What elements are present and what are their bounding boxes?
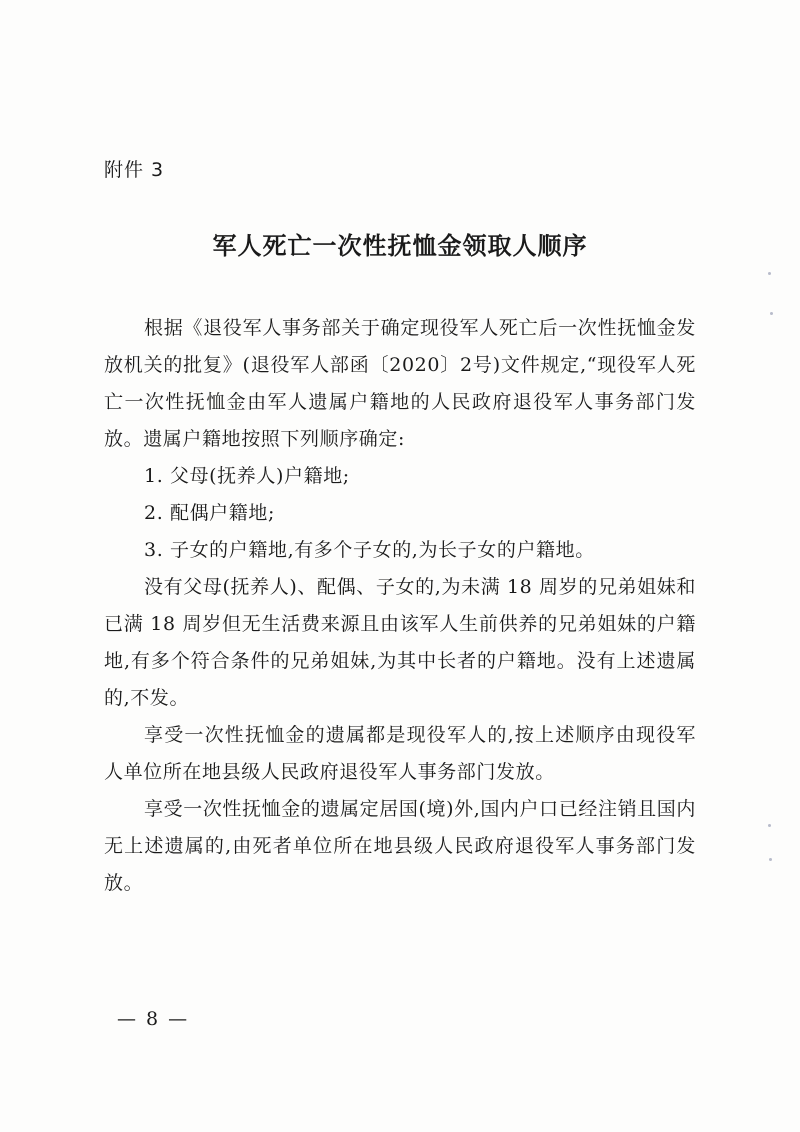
- list-item-spouse: 2. 配偶户籍地;: [144, 502, 275, 524]
- list-item-parents: 1. 父母(抚养人)户籍地;: [144, 465, 350, 487]
- paragraph-intro: 根据《退役军人事务部关于确定现役军人死亡后一次性抚恤金发放机关的批复》(退役军人部函〔2020〕2号)文件规定,“现役军人死亡一次性抚恤金由军人遗属户籍地的人民政府退役军人事务部门发放。遗属户籍地按照下列顺序确定:: [104, 317, 696, 450]
- scan-speck: [769, 858, 772, 861]
- list-item-children: 3. 子女的户籍地,有多个子女的,为长子女的户籍地。: [144, 539, 595, 561]
- scan-speck: [768, 824, 771, 827]
- paragraph-active-duty: 享受一次性抚恤金的遗属都是现役军人的,按上述顺序由现役军人单位所在地县级人民政府退役军人事务部门发放。: [104, 724, 696, 783]
- document-title: 军人死亡一次性抚恤金领取人顺序: [212, 232, 588, 260]
- page-number: — 8 —: [117, 1008, 190, 1030]
- paragraph-overseas: 享受一次性抚恤金的遗属定居国(境)外,国内户口已经注销且国内无上述遗属的,由死者单位所在地县级人民政府退役军人事务部门发放。: [104, 798, 696, 894]
- attachment-label: 附件 3: [104, 159, 165, 181]
- scan-speck: [770, 312, 773, 315]
- scan-speck: [768, 272, 771, 275]
- document-body: [104, 310, 696, 902]
- paragraph-siblings: 没有父母(抚养人)、配偶、子女的,为未满 18 周岁的兄弟姐妹和已满 18 周岁但无生活费来源且由该军人生前供养的兄弟姐妹的户籍地,有多个符合条件的兄弟姐妹,为其中长者的户籍地。没有上述遗属的,不发。: [104, 576, 696, 709]
